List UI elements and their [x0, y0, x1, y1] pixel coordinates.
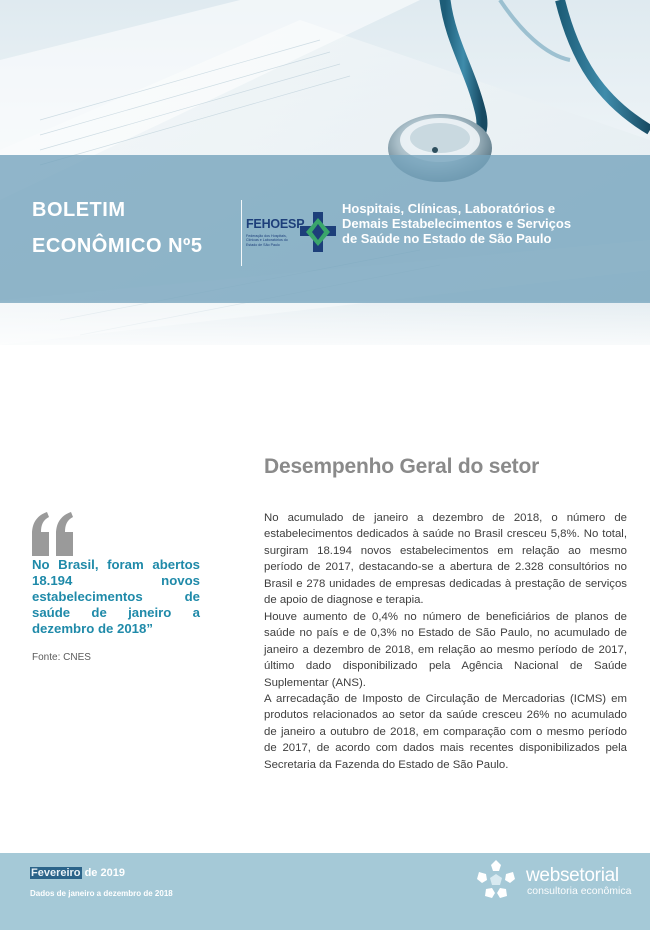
photo-fade: [0, 300, 650, 345]
pull-quote: No Brasil, foram abertos 18.194 novos estabelecimentos de saúde de janeiro a dezembro de 2018”: [32, 557, 200, 637]
quote-source: Fonte: CNES: [32, 652, 91, 663]
subtitle-line: Hospitais, Clínicas, Laboratórios e: [342, 201, 556, 216]
footer: [0, 853, 650, 930]
publication-year: de 2019: [81, 867, 125, 879]
brand-name: websetorial: [526, 865, 619, 886]
body-paragraph: A arrecadação de Imposto de Circulação de Mercadorias (ICMS) em produtos relacionados ao setor da saúde cresceu 26% no acumulado de janeiro a outubro de 2018, em comparação com o mesmo período de 2017, de acordo com dados mais recentes disponibilizados pela Secretaria da Fazenda do Estado de São Paulo.: [264, 692, 627, 771]
header-photo: [0, 0, 650, 345]
body-paragraph: No acumulado de janeiro a dezembro de 2018, o número de estabelecimentos dedicados à saúde no Brasil cresceu 5,8%. No total, surgiram 18.194 novos estabelecimentos em relação ao mesmo período de 2017, destacando-se a abertura de 2.328 consultórios no Brasil e 278 unidades de empresas dedicadas à prestação de serviços de apoio de diagnose e terapia.: [264, 512, 627, 607]
title-divider: [241, 200, 242, 266]
bulletin-subtitle: [342, 201, 642, 246]
publication-date: [30, 867, 125, 879]
bulletin-title-line1: BOLETIM: [32, 199, 126, 221]
section-heading: Desempenho Geral do setor: [264, 455, 540, 478]
fehoesp-logo-subtitle: Federação dos Hospitais, Clínicas e Laboratórios do Estado de São Paulo: [246, 234, 288, 247]
fehoesp-cross-icon: [300, 212, 336, 252]
data-period: Dados de janeiro a dezembro de 2018: [30, 889, 173, 898]
fehoesp-logo: [246, 210, 338, 254]
body-paragraph: Houve aumento de 0,4% no número de beneficiários de planos de saúde no país e de 0,3% no Estado de São Paulo, no acumulado de janeiro a dezembro de 2018, em relação ao mesmo período de 2017, último dado disponibilizado pela Agência Nacional de Saúde Suplementar (ANS).: [264, 610, 627, 689]
publication-month: Fevereiro: [31, 867, 81, 879]
quote-icon: [30, 512, 76, 556]
subtitle-line: de Saúde no Estado de São Paulo: [342, 231, 552, 246]
subtitle-line: Demais Estabelecimentos e Serviços: [342, 216, 572, 231]
bulletin-title-line2: ECONÔMICO Nº5: [32, 235, 203, 257]
websetorial-flower-icon: [472, 857, 520, 905]
section-body: [264, 510, 627, 773]
fehoesp-logo-name: FEHOESP: [246, 217, 305, 231]
brand-tagline: consultoria econômica: [527, 885, 632, 897]
